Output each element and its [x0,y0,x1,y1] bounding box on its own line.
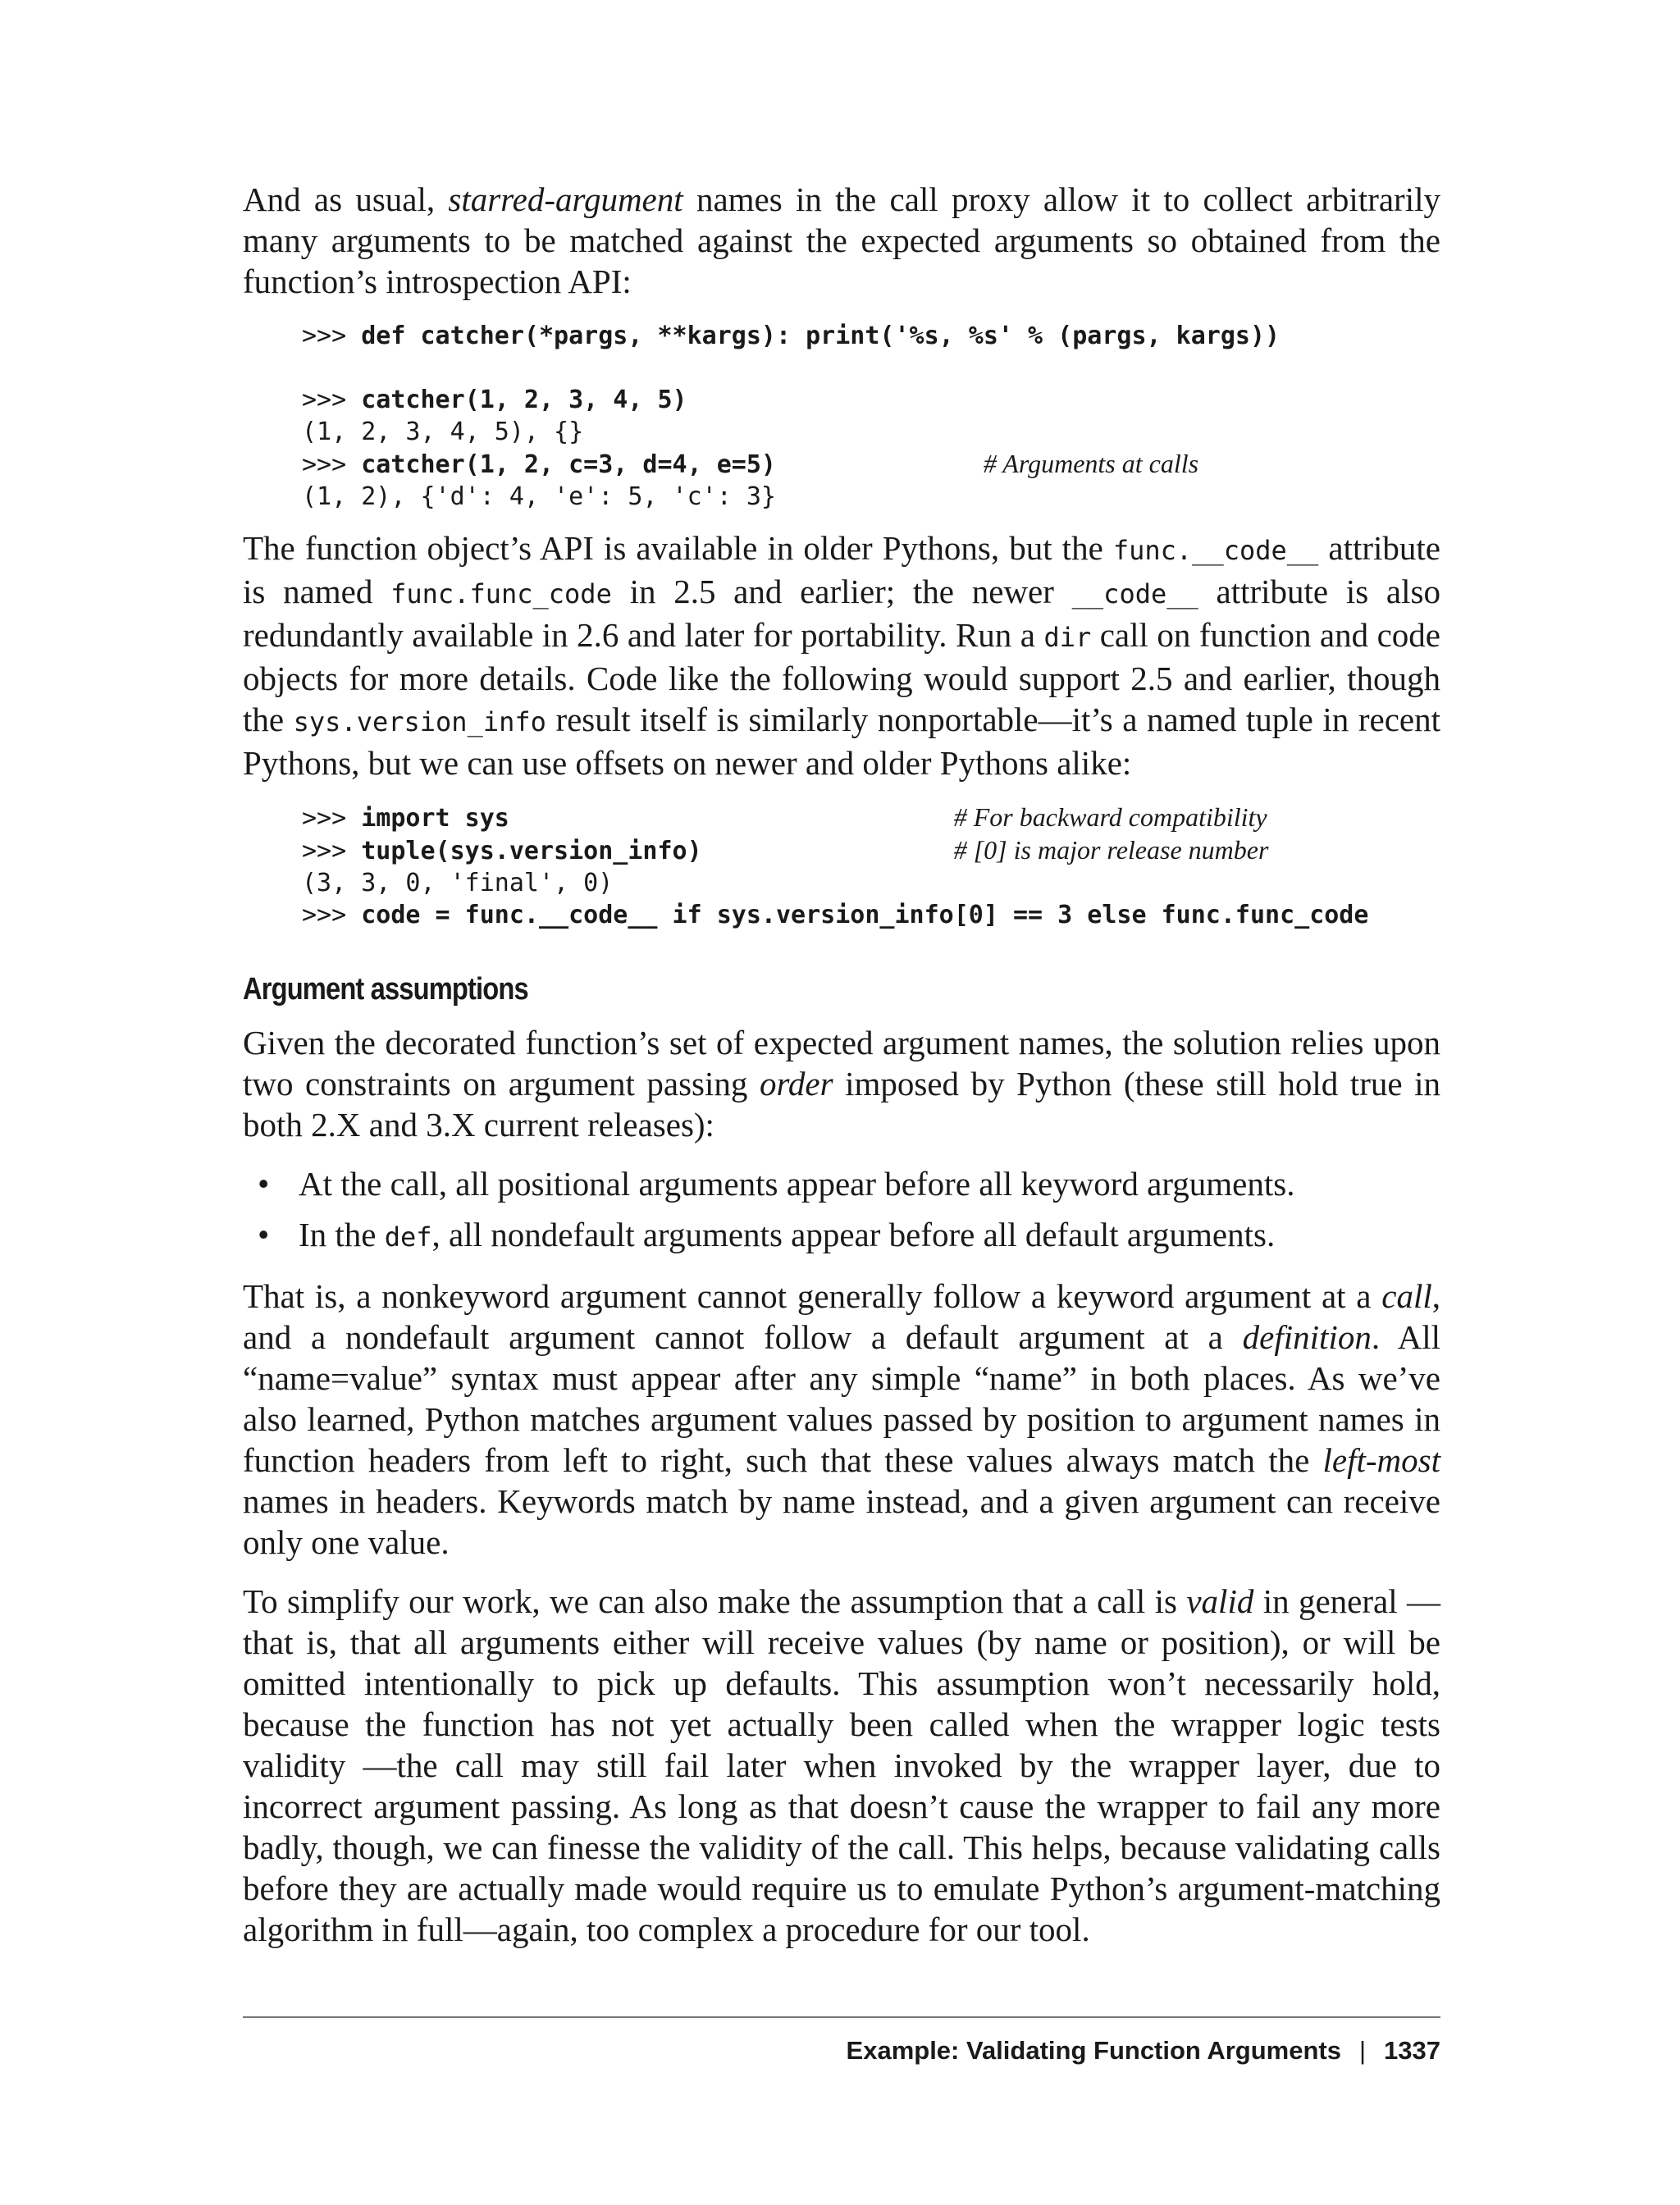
section-heading: Argument assumptions [243,972,528,1007]
code-input: def catcher(*pargs, **kargs): print('%s, %s' % (pargs, kargs)) [361,322,1281,350]
code-output: (1, 2, 3, 4, 5), {} [302,418,584,446]
emphasis-term: definition [1242,1318,1372,1356]
code-spacing [776,450,984,479]
paragraph-ordering [243,1276,1440,1563]
code-prompt: >>> [302,804,362,833]
inline-code: def [384,1221,432,1253]
emphasis-term: call [1381,1277,1432,1315]
emphasis-term: order [759,1065,833,1102]
code-prompt: >>> [302,837,362,865]
footer-separator: | [1358,2036,1367,2065]
text-run: , and a nondefault argument cannot follow a default argument at a [243,1277,1440,1356]
code-spacing [509,804,954,833]
code-comment: # Arguments at calls [983,449,1199,478]
list-item-text: , all nondefault arguments appear before all default arguments. [431,1216,1276,1253]
code-input: catcher(1, 2, 3, 4, 5) [361,386,687,414]
text-run: in general —that is, that all arguments either will receive values (by name or position), or will be omitted intentionally to pick up defaults. This assumption won’t necessarily hold, because the function has not yet actually been called when the wrapper logic tests validity —the call may still fail later when invoked by the wrapper layer, due to incorrect argument passing. As long as that doesn’t cause the wrapper to fail any more badly, though, we can finesse the validity of the call. This helps, because validating calls before they are actually made would require us to emulate Python’s argument-matching algorithm in full—again, too complex a procedure for our tool. [243,1582,1440,1948]
inline-code: func.func_code [390,578,612,609]
text-run: That is, a nonkeyword argument cannot generally follow a keyword argument at a [243,1277,1382,1315]
emphasis-term: left-most [1322,1441,1440,1479]
constraint-list [243,1163,1440,1258]
inline-code: func.__code__ [1112,535,1319,566]
bullet-icon: • [258,1216,270,1253]
paragraph-validity [243,1581,1440,1950]
code-prompt: >>> [302,901,362,929]
code-prompt: >>> [302,322,362,350]
code-comment: # [0] is major release number [953,835,1269,865]
code-output: (1, 2), {'d': 4, 'e': 5, 'c': 3} [302,482,776,511]
text-run: names in headers. Keywords match by name instead, and a given argument can receive only one value. [243,1482,1440,1561]
inline-code: dir [1043,622,1092,653]
text-run: And as usual, [243,180,449,218]
paragraph-constraints [243,1022,1440,1145]
list-item-text: In the [299,1216,385,1253]
code-prompt: >>> [302,386,362,414]
code-block-version-info [302,801,1440,931]
inline-code: __code__ [1071,578,1198,609]
code-comment: # For backward compatibility [953,802,1267,832]
paragraph-starred-arguments [243,179,1440,302]
code-input: catcher(1, 2, c=3, d=4, e=5) [361,450,776,479]
bullet-icon: • [258,1165,270,1203]
page-number: 1337 [1384,2036,1440,2065]
code-block-catcher [302,320,1440,513]
emphasis-term: valid [1186,1582,1254,1620]
text-run: result itself is similarly nonportable—it’s a named tuple in recent Pythons, but we can use offsets on newer and older Pythons alike: [243,701,1440,782]
code-input: code = func.__code__ if sys.version_info[0] == 3 else func.func_code [361,901,1369,929]
text-run: attribute is named [243,529,1440,610]
code-spacing [702,837,954,865]
emphasis-term: starred-argument [448,180,683,218]
text-run: in 2.5 and earlier; the newer [611,573,1072,610]
page-footer [243,2016,1440,2066]
code-prompt: >>> [302,450,362,479]
code-input: tuple(sys.version_info) [361,837,702,865]
page-content [243,179,1440,1968]
text-run: . All “name=value” syntax must appear after any simple “name” in both places. As we’ve also learned, Python matches argument values passed by position to argument names in function headers from left to right, such that these values always match the [243,1318,1440,1479]
text-run: call on function and code objects for more details. Code like the following would support 2.5 and earlier, though the [243,616,1440,738]
code-output: (3, 3, 0, 'final', 0) [302,869,614,897]
paragraph-function-api [243,527,1440,783]
text-run: imposed by Python (these still hold true in both 2.X and 3.X current releases): [243,1065,1440,1144]
footer-section-title: Example: Validating Function Arguments [846,2036,1341,2065]
text-run: Given the decorated function’s set of expected argument names, the solution relies upon two constraints on argument passing [243,1024,1440,1102]
text-run: names in the call proxy allow it to collect arbitrarily many arguments to be matched against the expected arguments so obtained from the function’s introspection API: [243,180,1440,300]
text-run: The function object’s API is available in older Pythons, but the [243,529,1113,567]
list-item-text: At the call, all positional arguments appear before all keyword arguments. [299,1165,1295,1203]
code-input: import sys [361,804,509,833]
list-item [258,1163,1440,1204]
text-run: attribute is also redundantly available in 2.6 and later for portability. Run a [243,573,1440,654]
inline-code: sys.version_info [293,706,546,737]
list-item [258,1214,1440,1258]
text-run: To simplify our work, we can also make the assumption that a call is [243,1582,1187,1620]
